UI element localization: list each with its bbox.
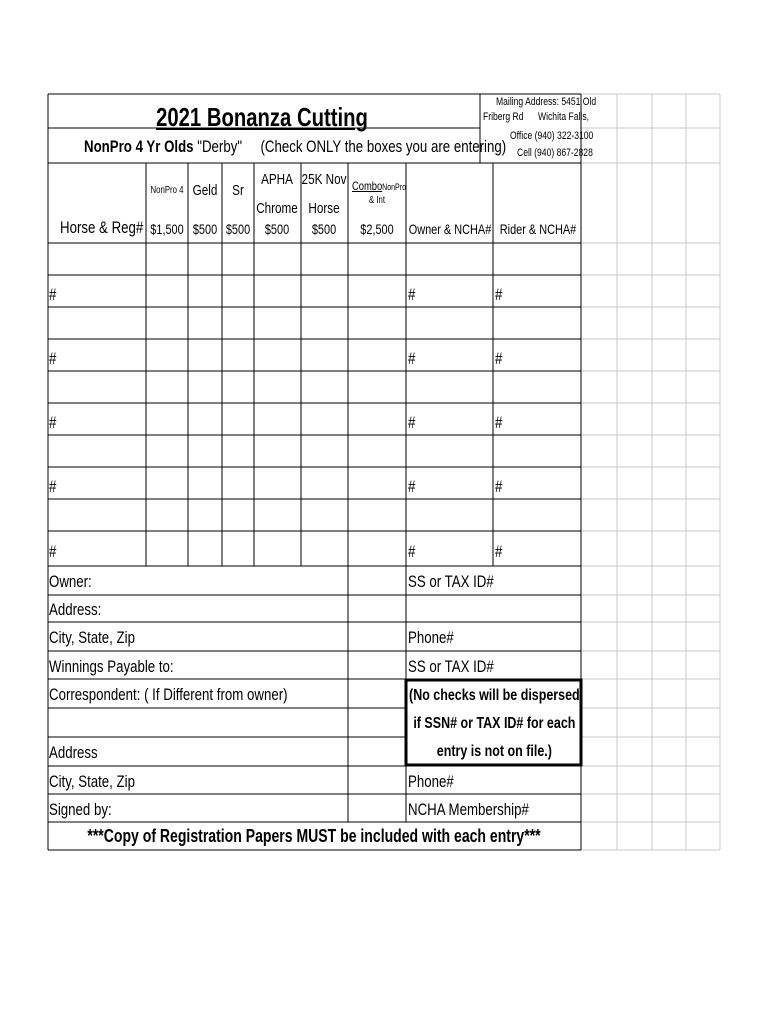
form-title: 2021 Bonanza Cutting (156, 102, 368, 132)
winnings-ss-tax-id-label: SS or TAX ID# (408, 657, 494, 676)
division-name: NonPro 4 Yr Olds (84, 137, 194, 156)
owner-ncha-hash: # (408, 477, 416, 496)
horse-reg-hash: # (49, 542, 57, 561)
price-apha: $500 (264, 221, 290, 237)
rider-ncha-hash: # (495, 542, 503, 561)
horse-reg-hash: # (49, 477, 57, 496)
mailing-address-line2a: Friberg Rd (483, 111, 524, 123)
combo-nonpro-label: NonPro (382, 182, 406, 192)
combo-int-label: & Int (368, 195, 386, 206)
horse-reg-hash: # (49, 285, 57, 304)
phone-label: Phone# (408, 628, 454, 647)
correspondent-phone-label: Phone# (408, 772, 454, 791)
col-25k-nov-header: 25K Nov (301, 171, 347, 188)
owner-ncha-hash: # (408, 285, 416, 304)
office-phone: Office (940) 322-3100 (510, 130, 594, 142)
price-sr: $500 (225, 221, 251, 237)
col-chrome-header: Chrome (256, 200, 298, 217)
signed-by-label: Signed by: (49, 800, 112, 819)
owner-ncha-hash: # (408, 349, 416, 368)
price-geld: $500 (192, 221, 218, 237)
ss-tax-id-label: SS or TAX ID# (408, 572, 494, 591)
col-sr-header: Sr (232, 182, 244, 199)
mailing-address-line2b: Wichita Falls, (538, 111, 590, 123)
address-label: Address: (49, 600, 102, 619)
owner-ncha-hash: # (408, 542, 416, 561)
col-horse-header: Horse (308, 200, 340, 217)
col-combo-header (352, 178, 406, 194)
horse-reg-hash: # (49, 413, 57, 432)
city-state-zip-label: City, State, Zip (49, 628, 135, 647)
registration-papers-notice: ***Copy of Registration Papers MUST be included with each entry*** (87, 826, 541, 846)
check-instruction: (Check ONLY the boxes you are entering) (260, 137, 507, 156)
price-combo: $2,500 (360, 221, 394, 237)
rider-ncha-hash: # (495, 349, 503, 368)
ncha-membership-label: NCHA Membership# (408, 800, 529, 819)
mailing-address-line1: Mailing Address: 5451 Old (496, 96, 597, 108)
owner-label: Owner: (49, 572, 92, 591)
correspondent-city-state-zip-label: City, State, Zip (49, 772, 135, 791)
col-nonpro4-header: NonPro 4 (150, 185, 184, 196)
col-apha-header: APHA (261, 171, 293, 188)
correspondent-label: Correspondent: ( If Different from owner) (49, 685, 288, 704)
division-subtitle (84, 138, 506, 155)
rider-ncha-hash: # (495, 285, 503, 304)
rider-ncha-hash: # (495, 413, 503, 432)
winnings-payable-label: Winnings Payable to: (49, 657, 174, 676)
division-derby: "Derby" (197, 137, 243, 156)
correspondent-address-label: Address (49, 743, 98, 762)
notice-text: (No checks will be dispersed if SSN# or TAX ID# for each entry is not on file.) (408, 687, 580, 760)
owner-ncha-hash: # (408, 413, 416, 432)
horse-reg-header: Horse & Reg# (60, 218, 144, 237)
owner-ncha-header: Owner & NCHA# (408, 221, 492, 237)
price-nonpro4: $1,500 (150, 221, 184, 237)
notice-box (407, 682, 581, 764)
cell-phone: Cell (940) 867-2828 (517, 147, 593, 159)
col-geld-header: Geld (192, 182, 218, 199)
horse-reg-hash: # (49, 349, 57, 368)
combo-label: Combo (352, 179, 383, 193)
rider-ncha-hash: # (495, 477, 503, 496)
rider-ncha-header: Rider & NCHA# (499, 221, 577, 237)
price-25k-nov: $500 (311, 221, 337, 237)
